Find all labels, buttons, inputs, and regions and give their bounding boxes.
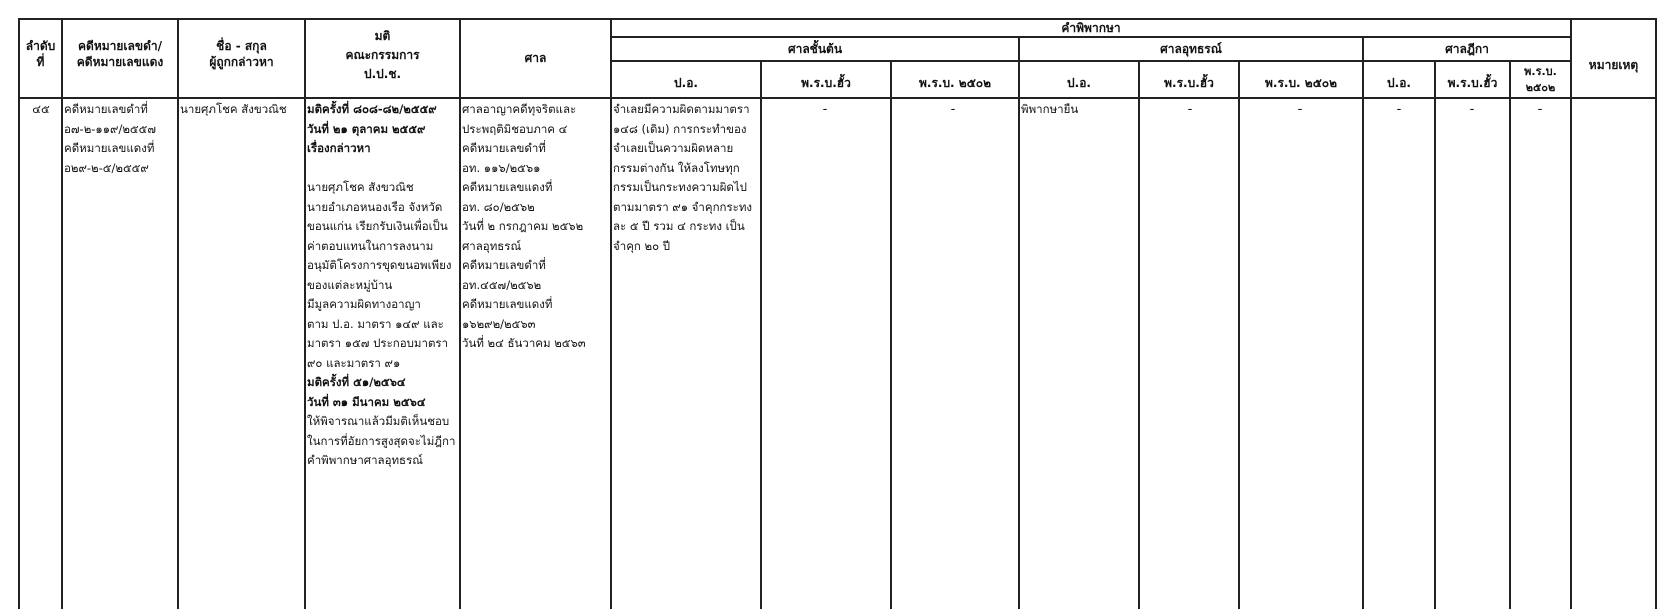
court-sub-border (612, 60, 1570, 62)
header-judgment: คำพิพากษา (1061, 21, 1121, 35)
row-supreme-prb2502: - (1537, 102, 1543, 117)
row-appeal-prb2502: - (1297, 102, 1303, 117)
col-border-7 (890, 60, 892, 609)
header-supreme-prb2502: พ.ร.บ. ๒๕๐๒ (1524, 65, 1557, 94)
row-supreme-pa: - (1396, 102, 1402, 117)
col-border-0 (18, 18, 20, 609)
col-border-3 (304, 18, 306, 609)
col-border-14 (1570, 18, 1572, 609)
header-bottom-border (18, 97, 1656, 99)
header-supreme-court: ศาลฎีกา (1445, 42, 1489, 56)
col-border-13 (1509, 60, 1511, 609)
header-first-pa: ป.อ. (674, 76, 698, 90)
header-order: ลำดับ ที่ (25, 39, 56, 69)
col-border-2 (177, 18, 179, 609)
col-border-9 (1138, 60, 1140, 609)
col-border-10 (1238, 60, 1240, 609)
header-case-no: คดีหมายเลขดำ/ คดีหมายเลขแดง (76, 39, 164, 69)
header-first-court: ศาลชั้นต้น (787, 42, 843, 56)
row-supreme-prb: - (1469, 102, 1475, 117)
header-appeal-court: ศาลอุทธรณ์ (1160, 42, 1222, 56)
row-resolution-3: มติครั้งที่ ๕๑/๒๕๖๔ วันที่ ๓๑ มีนาคม ๒๕๖๔ (307, 375, 426, 409)
header-appeal-prb: พ.ร.บ.ฮั้ว (1164, 76, 1214, 90)
row-appeal-prb: - (1187, 102, 1193, 117)
col-border-15 (1655, 18, 1657, 609)
col-border-6 (760, 60, 762, 609)
row-appeal-pa: พิพากษายืน (1021, 102, 1079, 116)
header-appeal-pa: ป.อ. (1067, 76, 1091, 90)
col-border-8 (1018, 36, 1020, 609)
row-case-no: คดีหมายเลขดำที่ อ๗-๒-๑๑๙/๒๕๕๗ คดีหมายเลขแดงที่ อ๒๙-๒-๕/๒๕๕๙ (64, 102, 156, 175)
row-order: ๔๕ (32, 102, 50, 116)
header-note: หมายเหตุ (1588, 58, 1639, 72)
col-border-1 (61, 18, 63, 609)
header-first-prb: พ.ร.บ.ฮั้ว (801, 76, 851, 90)
header-accused: ชื่อ - สกุล ผู้ถูกกล่าวหา (209, 39, 274, 69)
col-border-4 (459, 18, 461, 609)
row-accused: นายศุภโชค สังขวณิช (180, 102, 287, 116)
col-border-11 (1362, 36, 1364, 609)
row-resolution-2: นายศุภโชค สังขวณิช นายอำเภอหนองเรือ จังหวัด ขอนแก่น เรียกรับเงินเพื่อเป็น ค่าตอบแทนในการลงนาม อนุมัติโครงการขุดขนอพเพียง ของแต่ละหมู่บ้าน มีมูลความผิดทางอาญา ตาม ป.อ. มาตรา ๑๔๙ และ มาตรา ๑๕๗ ประกอบมาตรา ๙๐ และมาตรา ๙๑ (307, 180, 452, 370)
header-first-prb2502: พ.ร.บ. ๒๕๐๒ (918, 76, 992, 90)
header-appeal-prb2502: พ.ร.บ. ๒๕๐๒ (1264, 76, 1338, 90)
row-resolution-1: มติครั้งที่ ๘๐๘-๘๒/๒๕๕๙ วันที่ ๒๑ ตุลาคม ๒๕๕๙ เรื่องกล่าวหา (307, 102, 437, 155)
header-court: ศาล (524, 51, 547, 65)
header-resolution: มติ คณะกรรมการ ป.ป.ช. (345, 29, 420, 81)
row-first-prb: - (822, 102, 828, 117)
row-court: ศาลอาญาคดีทุจริตและ ประพฤติมิชอบภาค ๔ คดีหมายเลขดำที่ อท. ๑๑๖/๒๕๖๑ คดีหมายเลขแดงที่ อท. ๘๐/๒๕๖๒ วันที่ ๒ กรกฎาคม ๒๕๖๒ ศาลอุทธรณ์ คดีหมายเลขดำที่ อท.๔๕๗/๒๕๖๒ คดีหมายเลขแดงที่ ๑๖๒๙๒/๒๕๖๓ วันที่ ๒๔ ธันวาคม ๒๕๖๓ (462, 102, 586, 350)
judgment-sub-border (612, 36, 1570, 38)
col-border-5 (610, 18, 612, 609)
header-supreme-prb: พ.ร.บ.ฮั้ว (1447, 76, 1498, 90)
header-supreme-pa: ป.อ. (1387, 76, 1411, 90)
row-first-pa: จำเลยมีความผิดตามมาตรา ๑๔๘ (เดิม) การกระทำของ จำเลยเป็นความผิดหลาย กรรมต่างกัน ให้ลงโทษทุก กรรมเป็นกระทงความผิดไป ตามมาตรา ๙๑ จำคุกกระทง ละ ๕ ปี รวม ๔ กระทง เป็น จำคุก ๒๐ ปี (613, 102, 753, 253)
col-border-12 (1434, 60, 1436, 609)
row-first-prb2502: - (950, 102, 956, 117)
row-resolution-4: ให้พิจารณาแล้วมีมติเห็นชอบ ในการที่อัยการสูงสุดจะไม่ฎีกา คำพิพากษาศาลอุทธรณ์ (307, 414, 456, 467)
